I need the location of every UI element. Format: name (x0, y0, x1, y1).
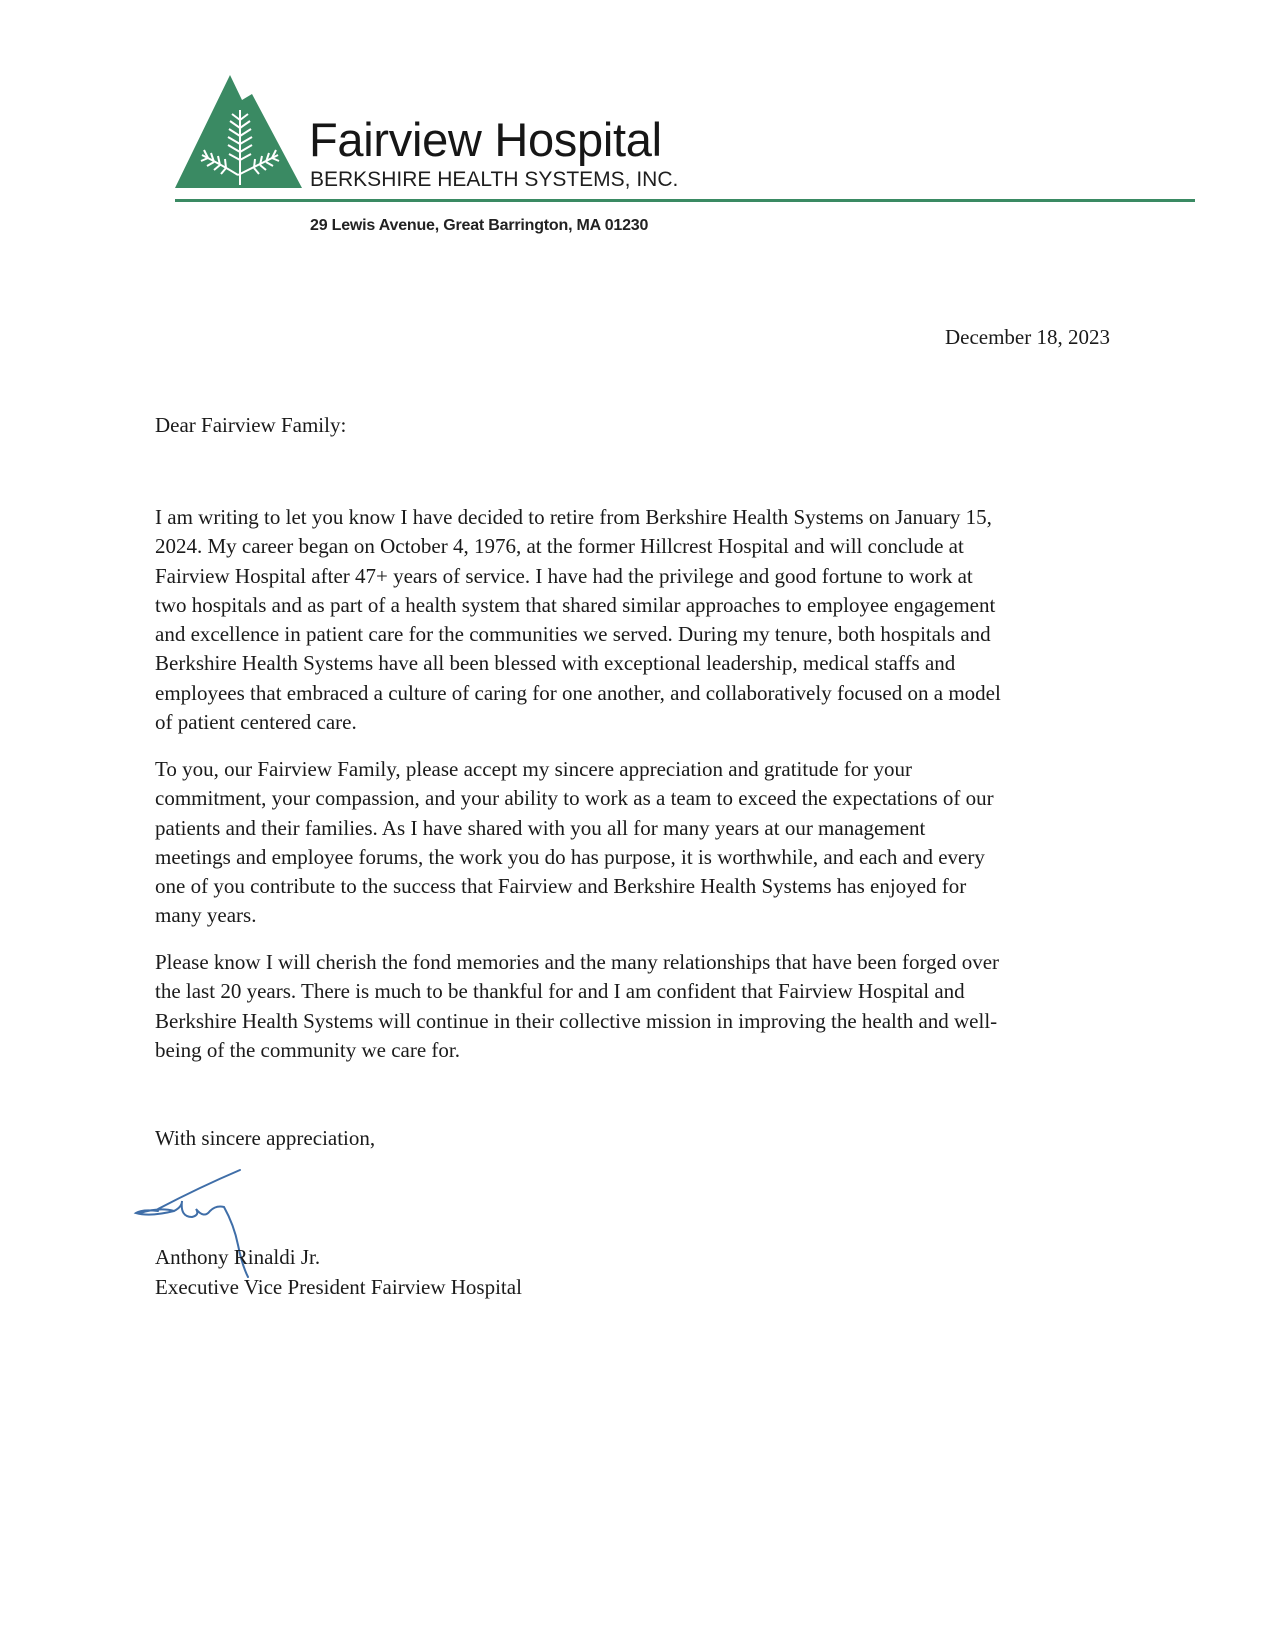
organization-name: Fairview Hospital (309, 113, 662, 166)
line: Fairview Hospital after 47+ years of service. I have had the privilege and good fortune to work at (155, 563, 973, 588)
line: the last 20 years. There is much to be thankful for and I am confident that Fairview Hospital and (155, 979, 965, 1004)
signer-title: Executive Vice President Fairview Hospital (155, 1275, 522, 1299)
line: commitment, your compassion, and your ability to work as a team to exceed the expectations of our (155, 786, 994, 811)
parent-organization: BERKSHIRE HEALTH SYSTEMS, INC. (310, 168, 679, 191)
salutation: Dear Fairview Family: (155, 413, 347, 437)
line: Please know I will cherish the fond memories and the many relationships that have been forged over (155, 950, 1000, 974)
line: Berkshire Health Systems will continue in their collective mission in improving the health and well- (155, 1008, 998, 1033)
line: one of you contribute to the success that Fairview and Berkshire Health Systems has enjoyed for (155, 874, 967, 899)
closing: With sincere appreciation, (155, 1126, 376, 1150)
paragraph-1 (155, 503, 1001, 737)
hospital-logo-icon (172, 70, 307, 195)
letterhead-divider (175, 199, 1195, 202)
line: Berkshire Health Systems have all been blessed with exceptional leadership, medical staffs and (155, 651, 956, 676)
line: many years. (155, 903, 257, 928)
line: employees that embraced a culture of caring for one another, and collaboratively focused on a model (155, 680, 1001, 705)
line: patients and their families. As I have shared with you all for many years at our management (155, 815, 926, 840)
paragraph-3 (155, 948, 999, 1065)
line: two hospitals and as part of a health system that shared similar approaches to employee engagement (155, 592, 996, 617)
signer-name: Anthony Rinaldi Jr. (155, 1245, 321, 1269)
line: being of the community we care for. (155, 1037, 460, 1062)
line: meetings and employee forums, the work you do has purpose, it is worthwhile, and each and every (155, 844, 985, 869)
line: of patient centered care. (155, 710, 357, 735)
line: I am writing to let you know I have decided to retire from Berkshire Health Systems on January 15, (155, 505, 992, 529)
line: 2024. My career began on October 4, 1976, at the former Hillcrest Hospital and will conclude at (155, 534, 964, 559)
line: and excellence in patient care for the communities we served. During my tenure, both hospitals and (155, 622, 991, 647)
line: To you, our Fairview Family, please accept my sincere appreciation and gratitude for your (155, 757, 912, 781)
paragraph-2 (155, 755, 994, 931)
letter-date: December 18, 2023 (944, 325, 1110, 349)
letterhead-address: 29 Lewis Avenue, Great Barrington, MA 01230 (310, 217, 649, 234)
